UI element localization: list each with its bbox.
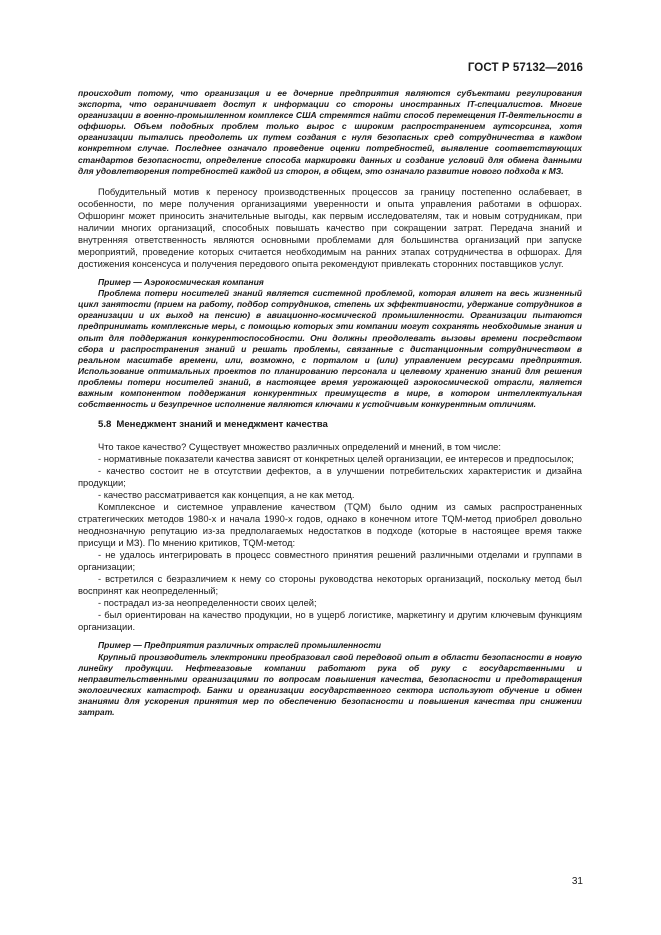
list-item: - был ориентирован на качество продукции, но в ущерб логистике, маркетингу и другим ключевым функциям организации.	[78, 610, 582, 633]
section-heading	[78, 419, 582, 432]
section-title: Менеджмент знаний и менеджмент качества	[116, 419, 328, 431]
list-item: - качество рассматривается как концепция, а не как метод.	[98, 489, 355, 500]
list-item: - встретился с безразличием к нему со стороны руководства некоторых организаций, поскольку метод был воспринят как неопределенный;	[78, 574, 582, 597]
example-body-industries: Крупный производитель электроники преобразовал свой передовой опыт в области безопасности в новую линейку продукции. Нефтегазовые компании работают рука об руку с государственными и неправительственными организациями по вопросам повышения качества, безопасности и предотвращения экологических катастроф. Банки и организации государственного сектора используют обучение и обмен знаниями для ускорения принятия мер по обеспечению безопасности и повышения качества при снижении затрат.	[78, 651, 582, 718]
example-title-industries: Пример — Предприятия различных отраслей промышленности	[98, 640, 382, 651]
list-item: - нормативные показатели качества зависят от конкретных целей организации, ее интересов и предпосылок;	[98, 453, 574, 464]
document-id-header: ГОСТ Р 57132—2016	[467, 62, 583, 74]
page-content	[78, 88, 582, 718]
list-item: - пострадал из-за неопределенности своих целей;	[98, 598, 317, 609]
paragraph-offshoring: Побудительный мотив к переносу производственных процессов за границу постепенно ослабевает, в особенности, по мере получения организациями уверенности и опыта управления работами в офшорах. Офшоринг может приносить значительные выгоды, как первым исследователям, так и новым сотрудникам, при наличии многих организаций, способных повышать качество при сокращении затрат. Передача знаний и внутренняя ответственность являются основными проблемами для большинства организаций при запуске мероприятий, проведение которых считается необходимым на ранних этапах сотрудничества в офшорах. Для достижения консенсуса и получения передового опыта рекомендуют привлекать сторонних поставщиков услуг.	[78, 186, 582, 270]
page-number: 31	[571, 876, 583, 887]
section-number: 5.8	[98, 419, 112, 431]
example-body-aerospace: Проблема потери носителей знаний является системной проблемой, которая влияет на весь жизненный цикл занятости (прием на работу, подбор сотрудников, степень их эффективности, удержание сотрудников в организации и их выход на пенсию) в авиационно-космической промышленности. Организации пытаются предпринимать комплексные меры, с помощью которых эти компании могут сохранять необходимые знания и опыт для поддержания конкурентоспособности. Они должны преодолевать вызовы времени посредством сбора и распространения знаний и решать проблемы, связанные с дистанционным сотрудничеством в реальном масштабе времени, или, возможно, с порталом и (или) управлением ресурсами предприятия. Использование оптимальных проектов по планированию персонала и целевому хранению знаний для решения проблемы потери носителей знаний, в настоящее время угрожающей аэрокосмической отрасли, является важным компонентом поддержания конкурентных преимуществ в мире, в котором интеллектуальная собственность и безупречное исполнение являются ключами к устойчивым конкурентным отличиям.	[78, 288, 582, 410]
paragraph-tqm: Комплексное и системное управление качеством (TQM) было одним из самых распространенных стратегических методов 1980-х и начала 1990-х годов, однако в конечном итоге TQM-метод приобрел довольно неоднозначную репутацию из-за предполагаемых недостатков в подходе (которые в настоящее время также присущи и МЗ). По мнению критиков, TQM-метод:	[78, 501, 582, 549]
paragraph-intro-emphasis: происходит потому, что организация и ее дочерние предприятия являются субъектами регулирования экспорта, что ограничивает доступ к информации со стороны иностранных IT-специалистов. Многие организации в военно-промышленном комплексе США стремятся найти способ перемещения IT-деятельности в оффшоры. Объем подобных проблем только вырос с широким распространением аутсорсинга, хотя организации пытались преодолеть их путем создания с нуля безопасных сред сотрудничества в каждом конкретном случае. Последнее означало проведение оценки потребностей, выявление соответствующих стандартов безопасности, определение способа маркировки данных и создание условий для обмена данными для удовлетворения потребностей каждой из сторон, в общем, это означало развитие нового подхода к МЗ.	[78, 88, 582, 176]
paragraph-quality-question: Что такое качество? Существует множество различных определений и мнений, в том числе:	[98, 441, 501, 452]
list-item: - качество состоит не в отсутствии дефектов, а в улучшении потребительских характеристик и дизайна продукции;	[78, 465, 582, 488]
example-title-aerospace: Пример — Аэрокосмическая компания	[98, 277, 264, 288]
list-item: - не удалось интегрировать в процесс совместного принятия решений различными отделами и группами в организации;	[78, 550, 582, 573]
